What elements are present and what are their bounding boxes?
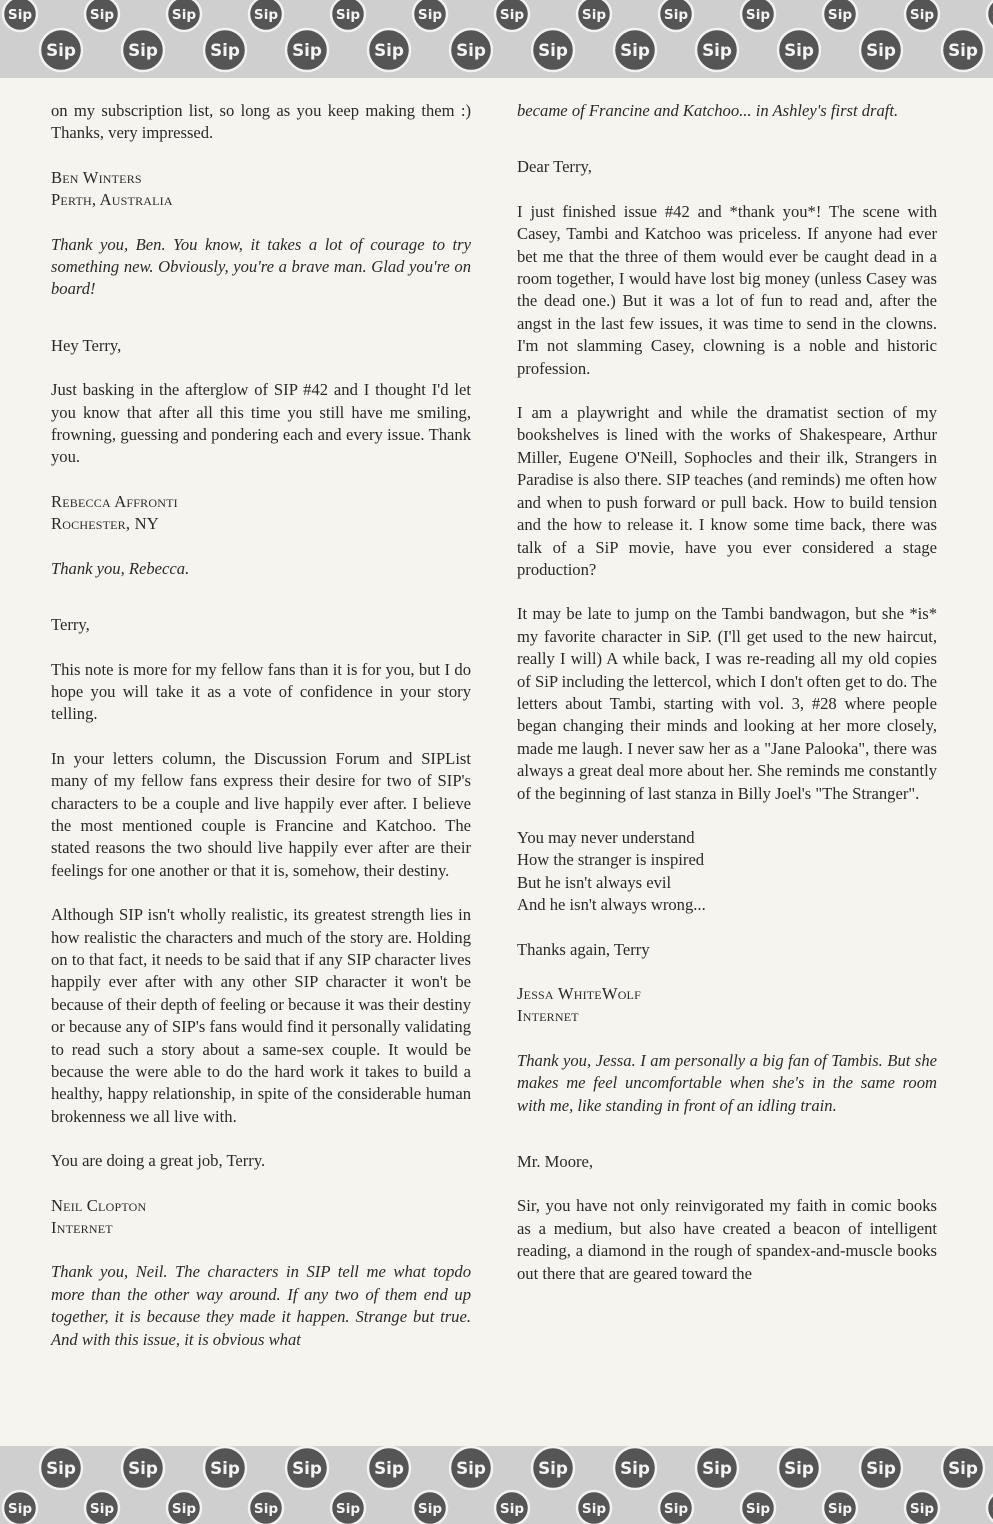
sip-logo-icon (823, 0, 857, 31)
sip-logo-icon (413, 0, 447, 31)
sip-logo-icon (122, 1447, 164, 1489)
letters-column-left (51, 100, 471, 1373)
sip-logo-icon (167, 0, 201, 31)
svg-text:Sip: Sip (374, 1457, 404, 1478)
editor-reply-continued: became of Francine and Katchoo... in Ashley's first draft. (517, 101, 899, 120)
svg-text:Sip: Sip (663, 6, 689, 23)
svg-text:Sip: Sip (866, 1457, 896, 1478)
svg-text:Sip: Sip (335, 6, 361, 23)
sip-logo-icon (167, 1491, 201, 1524)
sip-logo-icon (286, 29, 328, 71)
song-quote (517, 827, 937, 917)
svg-text:Sip: Sip (456, 1457, 486, 1478)
sip-logo-icon (3, 1491, 37, 1524)
sip-logo-icon (122, 29, 164, 71)
svg-text:Sip: Sip (620, 1457, 650, 1478)
footer-logo-band (0, 1446, 993, 1524)
sip-logo-icon (823, 1491, 857, 1524)
sip-logo-icon (577, 0, 611, 31)
editor-reply: Thank you, Ben. You know, it takes a lot of courage to try something new. Obviously, you're a brave man. Glad you're on board! (51, 234, 471, 299)
signature-location: Internet (51, 1218, 113, 1238)
sip-logo-icon (987, 0, 993, 31)
sip-logo-icon (3, 0, 37, 31)
editor-reply: Thank you, Neil. The characters in SIP tell me what topdo more than the other way around. If any two of them end up together, it is because they made it happen. Strange but true. And with this issue, it is obvious what (51, 1262, 471, 1349)
sip-logo-icon (204, 29, 246, 71)
sip-logo-icon (495, 1491, 529, 1524)
svg-text:Sip: Sip (702, 1457, 732, 1478)
svg-text:Sip: Sip (620, 39, 650, 60)
svg-text:Sip: Sip (253, 6, 279, 23)
sip-logo-icon (331, 1491, 365, 1524)
sip-logo-icon (286, 1447, 328, 1489)
svg-text:Sip: Sip (948, 1457, 978, 1478)
sip-logo-icon (450, 1447, 492, 1489)
svg-text:Sip: Sip (128, 1457, 158, 1478)
svg-text:Sip: Sip (210, 39, 240, 60)
svg-text:Sip: Sip (417, 1500, 443, 1517)
letter-salutation: Hey Terry, (51, 335, 122, 355)
signature-name: Neil Clopton (51, 1195, 147, 1215)
sip-logo-icon (741, 1491, 775, 1524)
svg-text:Sip: Sip (581, 1500, 607, 1517)
sip-logo-icon (696, 1447, 738, 1489)
svg-text:Sip: Sip (89, 6, 115, 23)
sip-logo-icon (532, 29, 574, 71)
signature-location: Perth, Australia (51, 190, 173, 210)
sip-logo-icon (249, 1491, 283, 1524)
editor-reply: Thank you, Rebecca. (51, 558, 190, 578)
sip-logo-icon (860, 29, 902, 71)
sip-logo-icon (614, 1447, 656, 1489)
svg-text:Sip: Sip (89, 1500, 115, 1517)
sip-logo-icon (40, 29, 82, 71)
letter-text: This note is more for my fellow fans than it is for you, but I do hope you will take it as a vote of confidence in your story telling. (51, 659, 471, 724)
sip-logo-icon (987, 1491, 993, 1524)
letter-text: Although SIP isn't wholly realistic, its greatest strength lies in how realistic the characters and much of the story are. Holding on to that fact, it needs to be said that if any SIP character lives happily ever after with any other SIP character it won't be because of their depth of feeling or because it was their destiny or because any of SIP's fans would find it personally validating to read such a story about a same-sex couple. It would be because the were able to do the hard work it takes to build a healthy, happy relationship, in spite of the considerable human brokenness we all live with. (51, 905, 471, 1126)
svg-text:Sip: Sip (784, 1457, 814, 1478)
svg-text:Sip: Sip (784, 39, 814, 60)
signature-name: Jessa WhiteWolf (517, 984, 641, 1003)
sip-logo-icon (204, 1447, 246, 1489)
signature-location: Internet (517, 1006, 579, 1026)
letter-salutation: Dear Terry, (517, 157, 592, 177)
sip-logo-icon (659, 0, 693, 31)
letter-text: In your letters column, the Discussion Forum and SIPList many of my fellow fans express their desire for two of SIP's characters to be a couple and live happily ever after. I believe the most mentioned couple is Francine and Katchoo. The stated reasons the two should live happily ever after are their feelings for one another or that it is, somehow, their destiny. (51, 748, 471, 880)
letters-column-right (517, 100, 937, 1307)
sip-logo-icon (778, 29, 820, 71)
sip-logo-icon (249, 0, 283, 31)
sip-logo-icon (942, 1447, 984, 1489)
sip-logo-icon (577, 1491, 611, 1524)
sip-logo-icon (85, 1491, 119, 1524)
sip-logo-icon (741, 0, 775, 31)
svg-text:Sip: Sip (210, 1457, 240, 1478)
signature-location: Rochester, NY (51, 514, 159, 534)
signature-name: Rebecca Affronti (51, 491, 178, 511)
letter-text: You are doing a great job, Terry. (51, 1151, 266, 1171)
sip-logo-icon (85, 0, 119, 31)
svg-text:Sip: Sip (909, 1500, 935, 1517)
sip-logo-icon (778, 1447, 820, 1489)
sip-logo-icon (696, 29, 738, 71)
letter-salutation: Terry, (51, 615, 90, 635)
sip-logo-pattern-top (0, 0, 993, 78)
letter-text: Sir, you have not only reinvigorated my faith in comic books as a medium, but also have created a beacon of intelligent reading, a diamond in the rough of spandex-and-muscle books out there that are geared toward the (517, 1196, 937, 1283)
svg-text:Sip: Sip (702, 39, 732, 60)
letter-text: on my subscription list, so long as you keep making them :) Thanks, very impressed. (51, 101, 471, 143)
svg-text:Sip: Sip (417, 6, 443, 23)
song-line: But he isn't always evil (517, 872, 672, 892)
svg-text:Sip: Sip (499, 1500, 525, 1517)
sip-logo-icon (495, 0, 529, 31)
sip-logo-pattern-bottom (0, 1446, 993, 1524)
sip-logo-icon (905, 1491, 939, 1524)
letter-text: I am a playwright and while the dramatist section of my bookshelves is lined with the works of Shakespeare, Arthur Miller, Eugene O'Neill, Sophocles and their ilk, Strangers in Paradise is also there. SIP teaches (and reminds) me often how and when to push forward or pull back. How to build tension and the how to release it. I know some time back, there was talk of a SiP movie, have you ever considered a stage production? (517, 403, 937, 579)
svg-text:Sip: Sip (499, 6, 525, 23)
song-line: How the stranger is inspired (517, 850, 705, 870)
svg-text:Sip: Sip (7, 6, 33, 23)
svg-text:Sip: Sip (171, 6, 197, 23)
svg-text:Sip: Sip (866, 39, 896, 60)
sip-logo-icon (368, 1447, 410, 1489)
svg-text:Sip: Sip (46, 1457, 76, 1478)
sip-logo-icon (331, 0, 365, 31)
svg-text:Sip: Sip (745, 1500, 771, 1517)
svg-text:Sip: Sip (335, 1500, 361, 1517)
svg-text:Sip: Sip (253, 1500, 279, 1517)
song-line: And he isn't always wrong... (517, 895, 706, 915)
svg-text:Sip: Sip (292, 1457, 322, 1478)
svg-text:Sip: Sip (909, 6, 935, 23)
svg-text:Sip: Sip (538, 39, 568, 60)
editor-reply: Thank you, Jessa. I am personally a big fan of Tambis. But she makes me feel uncomfortable when she's in the same room with me, like standing in front of an idling train. (517, 1050, 937, 1115)
sip-logo-icon (413, 1491, 447, 1524)
sip-logo-icon (659, 1491, 693, 1524)
sip-logo-icon (40, 1447, 82, 1489)
svg-text:Sip: Sip (827, 6, 853, 23)
svg-text:Sip: Sip (46, 39, 76, 60)
svg-text:Sip: Sip (538, 1457, 568, 1478)
letter-text: I just finished issue #42 and *thank you*! The scene with Casey, Tambi and Katchoo was priceless. If anyone had ever bet me that the three of them would ever be caught dead in a room together, I would have lost big money (unless Casey was the dead one.) But it was a lot of fun to read and, after the angst in the last few issues, it was time to send in the clowns. I'm not slamming Casey, clowning is a noble and historic profession. (517, 201, 937, 378)
sip-logo-icon (942, 29, 984, 71)
sip-logo-icon (368, 29, 410, 71)
svg-text:Sip: Sip (374, 39, 404, 60)
svg-text:Sip: Sip (745, 6, 771, 23)
svg-text:Sip: Sip (948, 39, 978, 60)
header-logo-band (0, 0, 993, 78)
sip-logo-icon (614, 29, 656, 71)
sip-logo-icon (532, 1447, 574, 1489)
song-line: You may never understand (517, 827, 695, 847)
svg-text:Sip: Sip (128, 39, 158, 60)
svg-text:Sip: Sip (292, 39, 322, 60)
svg-text:Sip: Sip (7, 1500, 33, 1517)
letter-salutation: Mr. Moore, (517, 1152, 594, 1172)
letter-text: It may be late to jump on the Tambi bandwagon, but she *is* my favorite character in SiP. (I'll get used to the new haircut, really I will) A while back, I was re-reading all my old copies of SiP including the lettercol, which I don't often get to do. The letters about Tambi, starting with vol. 3, #28 where people began changing their minds and looking at her more closely, made me laugh. I never saw her as a "Jane Palooka", there was always a great deal more about her. She reminds me constantly of the beginning of last stanza in Billy Joel's "The Stranger". (517, 604, 937, 803)
svg-text:Sip: Sip (663, 1500, 689, 1517)
svg-text:Sip: Sip (171, 1500, 197, 1517)
signature-name: Ben Winters (51, 167, 142, 187)
sip-logo-icon (860, 1447, 902, 1489)
letter-text: Thanks again, Terry (517, 939, 650, 959)
sip-logo-icon (450, 29, 492, 71)
svg-text:Sip: Sip (581, 6, 607, 23)
svg-text:Sip: Sip (827, 1500, 853, 1517)
letter-text: Just basking in the afterglow of SIP #42 and I thought I'd let you know that after all this time you still have me smiling, frowning, guessing and pondering each and every issue. Thank you. (51, 380, 471, 467)
svg-text:Sip: Sip (456, 39, 486, 60)
sip-logo-icon (905, 0, 939, 31)
